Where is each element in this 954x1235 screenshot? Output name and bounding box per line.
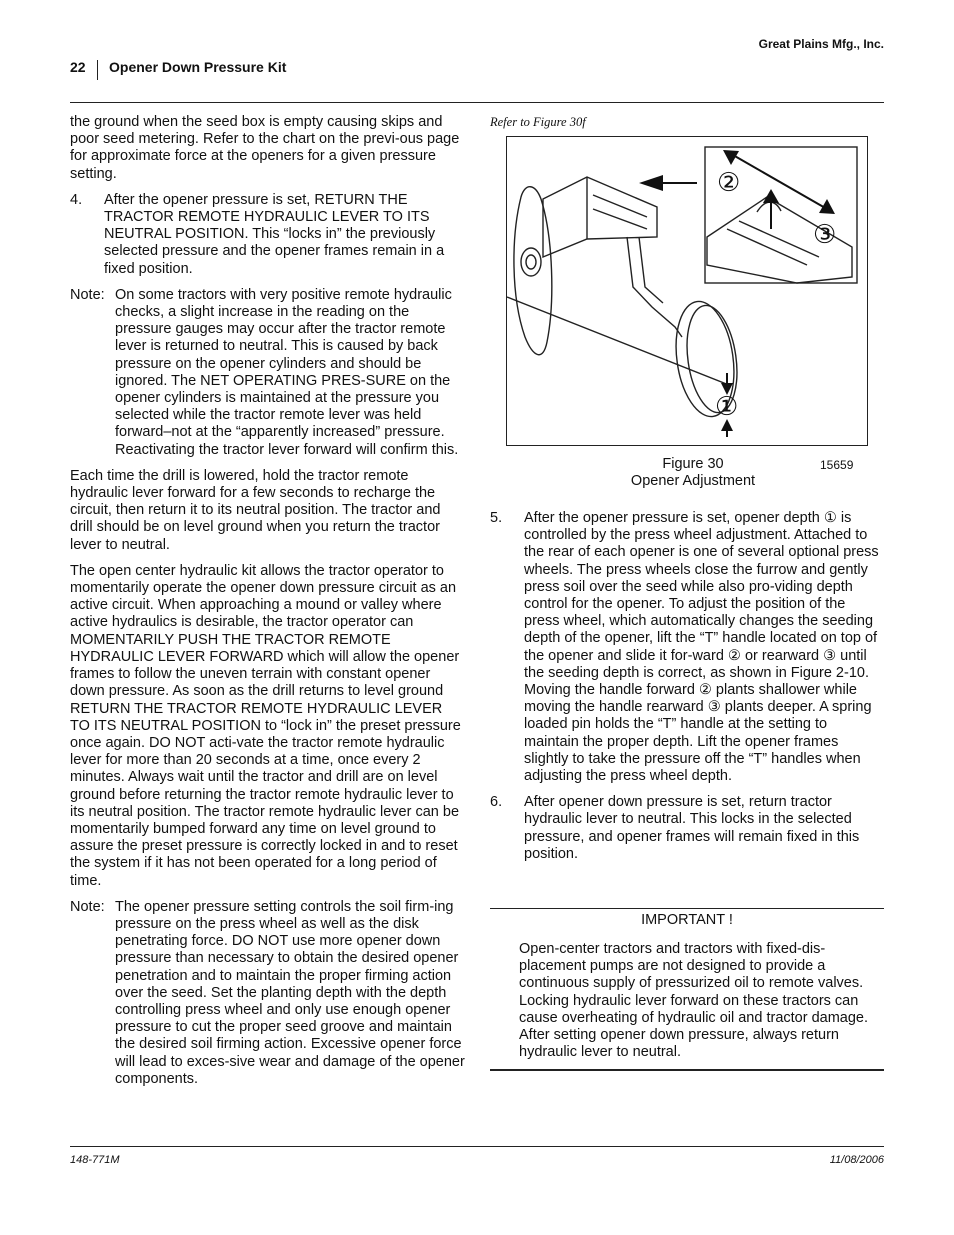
right-column: [490, 510, 884, 863]
list-item-text: After the opener pressure is set, opener depth ① is controlled by the press wheel adjustment. Attached to the rear of each opener is one of several optional press wheels. The press wheels close the furrow and gently press soil over the seed while also pro-viding depth control for the opener. To adjust the position of the press wheel, which automatically changes the seeding depth of the opener, lift the “T” handle located on top of the opener and slide it for-ward ② or rearward ③ until the seeding depth is correct, as shown in Figure 2-10. Moving the handle forward ② plants shallower while moving the handle rearward ③ plants deeper. A spring loaded pin holds the “T” handle at the setting to maintain the proper depth. Lift the opener frames slightly to take the pressure off the “T” handles when adjusting the press wheel depth.: [524, 510, 879, 785]
paragraph-drill-lowered: Each time the drill is lowered, hold the tractor remote hydraulic lever forward for a few seconds to recharge the circuit, then return it to its neutral position. The tractor and drill should be on level ground when you return the tractor lever to neutral.: [70, 467, 441, 553]
note-pressure-gauges: [70, 287, 465, 459]
list-item-5: [490, 510, 884, 785]
list-item-6: [490, 794, 884, 863]
callout-rearward: ③: [813, 220, 837, 250]
note-text: The opener pressure setting controls the soil firm-ing pressure on the press wheel as well as the disk penetrating force. DO NOT use more opener down pressure than necessary to obtain the desired opener penetration and to maintain the proper firming action over the seed. Set the planting depth with the depth controlling press wheel and only use enough opener pressure to cut the proper seed groove and maintain the desired soil firming action. Excessive opener force will lead to exces-sive wear and damage of the opener components.: [115, 898, 465, 1087]
header-divider: [97, 60, 98, 80]
document-number: 148-771M: [70, 1154, 120, 1166]
figure-caption: [593, 456, 793, 490]
figure-number: Figure 30: [662, 456, 724, 472]
important-rule-top: [490, 908, 884, 909]
page-number: 22: [70, 59, 86, 75]
important-title: IMPORTANT !: [641, 912, 733, 928]
note-label: Note:: [70, 286, 105, 303]
paragraph-ground: the ground when the seed box is empty causing skips and poor seed metering. Refer to the chart on the previ-ous page for approximate force at the openers for a given pressure setting.: [70, 114, 460, 182]
list-item-label: 4.: [70, 191, 83, 208]
note-text: On some tractors with very positive remote hydraulic checks, a slight increase in the reading on the pressure gauges may occur after the tractor remote lever is returned to neutral. This is caused by back pressure on the opener cylinders and should be ignored. The NET OPERATING PRES-SURE on the opener cylinders is maintained at the pressure you selected while the tractor remote lever was held forward–not at the “apparently increased” pressure. Reactivating the tractor lever forward will confirm this.: [115, 286, 459, 458]
list-item-text: After opener down pressure is set, return tractor hydraulic lever to neutral. This locks in the selected pressure, and opener frames will remain fixed in this position.: [524, 794, 860, 862]
callout-forward: ②: [717, 168, 741, 198]
footer-rule: [70, 1146, 884, 1147]
note-opener-pressure: [70, 899, 465, 1088]
callout-depth: ①: [715, 392, 739, 422]
important-body: Open-center tractors and tractors with fixed-dis-placement pumps are not designed to provide a continuous supply of pressurized oil to remote valves. Locking hydraulic lever forward on these tractors can cause overheating of hydraulic oil and tractor damage. After setting opener down pressure, always return hydraulic lever to neutral.: [519, 941, 869, 1061]
figure-opener-adjustment: [506, 136, 868, 446]
opener-illustration: [507, 137, 866, 444]
header-rule: [70, 102, 884, 103]
note-label: Note:: [70, 898, 105, 915]
list-item-label: 6.: [490, 794, 503, 811]
figure-reference: Refer to Figure 30f: [490, 115, 586, 129]
list-item-4: [70, 192, 465, 278]
company-name: Great Plains Mfg., Inc.: [758, 37, 884, 51]
list-item-text: After the opener pressure is set, RETURN THE TRACTOR REMOTE HYDRAULIC LEVER TO ITS NEUTRAL POSITION. This “locks in” the previously selected pressure and the opener frames remain in a fixed position.: [104, 191, 445, 277]
figure-id: 15659: [820, 458, 854, 472]
document-date: 11/08/2006: [829, 1154, 884, 1166]
list-item-label: 5.: [490, 510, 503, 526]
important-rule-bottom: [490, 1069, 884, 1071]
section-title: Opener Down Pressure Kit: [109, 59, 287, 75]
paragraph-open-center: The open center hydraulic kit allows the tractor operator to momentarily operate the opener down pressure circuit as an active circuit. When approaching a mound or valley where active hydraulics is desirable, the tractor operator can MOMENTARILY PUSH THE TRACTOR REMOTE HYDRAULIC LEVER FORWARD which will allow the opener frames to follow the uneven terrain with constant opener down pressure. As soon as the drill returns to level ground RETURN THE TRACTOR REMOTE HYDRAULIC LEVER TO ITS NEUTRAL POSITION to “lock in” the preset pressure once again. DO NOT acti-vate the tractor remote hydraulic lever for more than 20 seconds at a time, once every 2 minutes. Always wait until the tractor and drill are on level ground before returning the tractor remote hydraulic lever to its neutral position. The tractor remote hydraulic lever can be momentarily bumped forward any time on level ground to assure the preset pressure is correctly locked in and to reset the system if it has not been operated for a long period of time.: [70, 562, 461, 889]
left-column: [70, 114, 465, 1088]
figure-title: Opener Adjustment: [630, 473, 756, 489]
